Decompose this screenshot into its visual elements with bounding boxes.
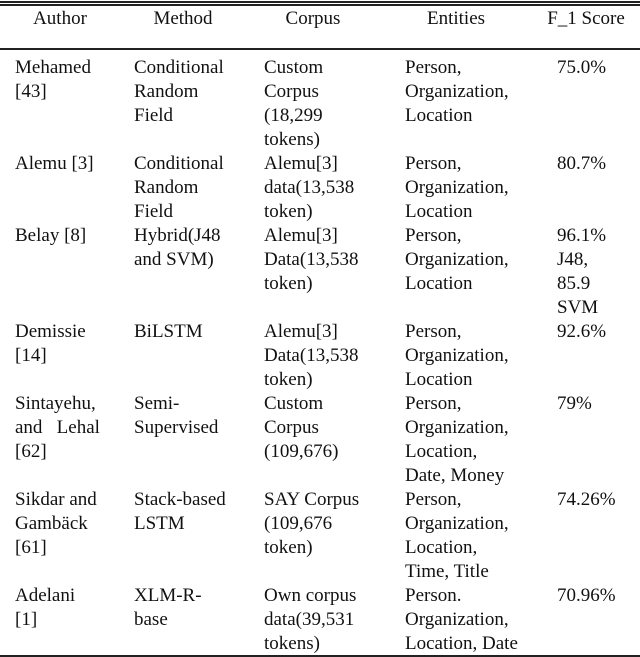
cell-method: BiLSTM [134,321,203,342]
cell-f1-score: 96.1% J48, 85.9 SVM [557,225,607,318]
cell-method: Stack-based LSTM [134,489,226,534]
header-rule [0,48,640,50]
table-row [0,584,640,656]
cell-f1-score: 80.7% [557,153,607,174]
top-rule [0,1,640,3]
cell-author: Demissie [14] [15,321,86,366]
cell-method: Conditional Random Field [134,153,224,222]
bottom-rule [0,655,640,657]
header-f1-score: F_1 Score [547,8,625,29]
cell-entities: Person, Organization, Location [405,321,509,390]
table-row [0,488,640,584]
table-row [0,224,640,320]
cell-method: Conditional Random Field [134,57,224,126]
cell-f1-score: 79% [557,393,592,414]
table-row [0,56,640,152]
table-row [0,320,640,392]
cell-corpus: Custom Corpus (18,299 tokens) [264,57,324,150]
header-entities: Entities [426,8,486,29]
cell-author: Adelani [1] [15,585,76,630]
cell-author: Belay [8] [15,225,87,246]
cell-entities: Person, Organization, Location, Time, Title [405,489,509,582]
cell-corpus: Custom Corpus (109,676) [264,393,339,462]
header-author: Author [33,8,87,29]
cell-entities: Person, Organization, Location [405,225,509,294]
cell-entities: Person, Organization, Location [405,153,509,222]
cell-author: Sikdar and Gambäck [61] [15,489,97,558]
cell-entities: Person. Organization, Location, Date [405,585,518,654]
cell-author: Mehamed [43] [15,57,91,102]
cell-corpus: SAY Corpus (109,676 token) [264,489,360,558]
cell-f1-score: 74.26% [557,489,616,510]
cell-method: Hybrid(J48 and SVM) [134,225,221,270]
cell-author: Sintayehu, and Lehal [62] [15,393,100,462]
cell-f1-score: 92.6% [557,321,607,342]
cell-corpus: Alemu[3] Data(13,538 token) [264,321,359,390]
cell-f1-score: 70.96% [557,585,616,606]
cell-method: Semi- Supervised [134,393,219,438]
header-method: Method [153,8,213,29]
table-row [0,392,640,488]
cell-method: XLM-R- base [134,585,202,630]
cell-corpus: Alemu[3] data(13,538 token) [264,153,355,222]
cell-f1-score: 75.0% [557,57,607,78]
cell-author: Alemu [3] [15,153,94,174]
cell-entities: Person, Organization, Location, Date, Money [405,393,509,486]
cell-entities: Person, Organization, Location [405,57,509,126]
cell-corpus: Own corpus data(39,531 tokens) [264,585,357,654]
cell-corpus: Alemu[3] Data(13,538 token) [264,225,359,294]
header-corpus: Corpus [285,8,341,29]
table-row [0,152,640,224]
